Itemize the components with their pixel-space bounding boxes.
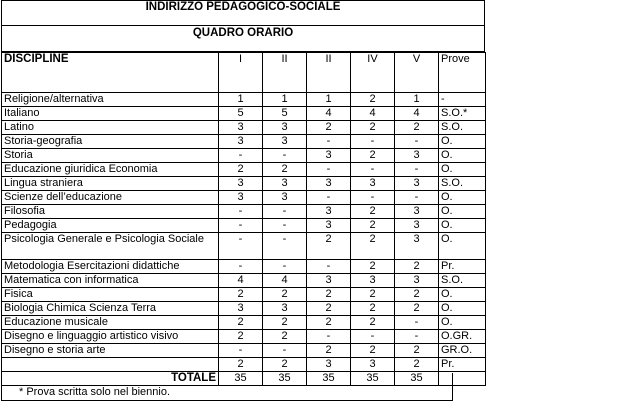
- hours-cell: 2: [351, 121, 395, 135]
- total-hours-cell: 35: [219, 372, 263, 386]
- table-row: [2, 191, 486, 205]
- hours-cell: -: [351, 191, 395, 205]
- hours-cell: -: [219, 205, 263, 219]
- total-hours-cell: 35: [307, 372, 351, 386]
- hours-cell: 2: [263, 316, 307, 330]
- hours-cell: 3: [307, 274, 351, 288]
- total-hours-cell: 35: [263, 372, 307, 386]
- prove-cell: GR.O.: [439, 344, 486, 358]
- hours-cell: -: [219, 219, 263, 233]
- hours-cell: 3: [263, 177, 307, 191]
- hours-cell: 2: [263, 358, 307, 372]
- prove-cell: S.O.: [439, 121, 486, 135]
- hours-cell: 2: [219, 358, 263, 372]
- hours-cell: 2: [395, 344, 439, 358]
- hours-cell: -: [219, 260, 263, 274]
- discipline-name: [2, 358, 219, 372]
- hours-cell: 2: [307, 344, 351, 358]
- hours-cell: -: [351, 330, 395, 344]
- page-title: INDIRIZZO PEDAGOGICO-SOCIALE: [1, 0, 485, 26]
- table-row: [2, 121, 486, 135]
- hours-cell: -: [219, 344, 263, 358]
- discipline-name: Metodologia Esercitazioni didattiche: [2, 260, 219, 274]
- discipline-name: Storia-geografia: [2, 135, 219, 149]
- discipline-name: Latino: [2, 121, 219, 135]
- hours-cell: 3: [219, 135, 263, 149]
- prove-cell: O.: [439, 302, 486, 316]
- hours-cell: -: [395, 330, 439, 344]
- table-row: [2, 93, 486, 107]
- discipline-name: Lingua straniera: [2, 177, 219, 191]
- header-year: V: [395, 53, 439, 82]
- discipline-name: Religione/alternativa: [2, 93, 219, 107]
- hours-cell: 2: [351, 205, 395, 219]
- prove-cell: S.O.: [439, 274, 486, 288]
- hours-cell: 3: [263, 302, 307, 316]
- prove-cell: O.: [439, 233, 486, 260]
- total-hours-cell: 35: [351, 372, 395, 386]
- hours-cell: -: [263, 219, 307, 233]
- hours-cell: 3: [395, 219, 439, 233]
- header-year: II: [263, 53, 307, 82]
- hours-cell: 3: [219, 302, 263, 316]
- hours-cell: -: [307, 260, 351, 274]
- table-row: [2, 358, 486, 372]
- hours-cell: -: [351, 163, 395, 177]
- hours-cell: 3: [263, 191, 307, 205]
- hours-cell: -: [263, 149, 307, 163]
- header-spacer: [2, 81, 486, 93]
- table-row: [2, 149, 486, 163]
- table-row: [2, 107, 486, 121]
- hours-cell: 3: [395, 233, 439, 260]
- table-row: [2, 260, 486, 274]
- hours-cell: 2: [307, 316, 351, 330]
- discipline-name: Educazione giuridica Economia: [2, 163, 219, 177]
- table-row: [2, 233, 486, 260]
- discipline-name: Fisica: [2, 288, 219, 302]
- hours-cell: -: [307, 163, 351, 177]
- hours-cell: 3: [395, 177, 439, 191]
- hours-cell: 2: [219, 163, 263, 177]
- hours-cell: 2: [395, 302, 439, 316]
- hours-cell: 1: [263, 93, 307, 107]
- prove-cell: O.: [439, 163, 486, 177]
- hours-cell: 3: [307, 205, 351, 219]
- hours-cell: 2: [307, 302, 351, 316]
- hours-cell: 2: [263, 163, 307, 177]
- hours-cell: -: [263, 233, 307, 260]
- hours-cell: -: [219, 233, 263, 260]
- page-subtitle: QUADRO ORARIO: [1, 26, 485, 52]
- hours-cell: 3: [395, 205, 439, 219]
- header-year: II: [307, 53, 351, 82]
- hours-cell: 2: [351, 260, 395, 274]
- hours-cell: 5: [219, 107, 263, 121]
- timetable-table: [1, 52, 486, 386]
- hours-cell: -: [395, 191, 439, 205]
- footnote: * Prova scritta solo nel biennio.: [1, 373, 453, 401]
- hours-cell: 3: [351, 177, 395, 191]
- prove-cell: O.: [439, 191, 486, 205]
- prove-cell: O.: [439, 135, 486, 149]
- hours-cell: 2: [263, 288, 307, 302]
- hours-cell: -: [395, 163, 439, 177]
- table-row: [2, 205, 486, 219]
- header-year: I: [219, 53, 263, 82]
- prove-cell: O.: [439, 205, 486, 219]
- table-row: [2, 288, 486, 302]
- hours-cell: 2: [307, 233, 351, 260]
- hours-cell: 3: [395, 149, 439, 163]
- hours-cell: 2: [395, 260, 439, 274]
- header-year: IV: [351, 53, 395, 82]
- discipline-name: Disegno e linguaggio artistico visivo: [2, 330, 219, 344]
- hours-cell: 3: [395, 274, 439, 288]
- total-hours-cell: 35: [395, 372, 439, 386]
- total-label: TOTALE: [2, 372, 219, 386]
- hours-cell: 3: [263, 121, 307, 135]
- hours-cell: -: [263, 260, 307, 274]
- table-row: [2, 163, 486, 177]
- hours-cell: -: [351, 135, 395, 149]
- hours-cell: -: [219, 149, 263, 163]
- hours-cell: 3: [351, 358, 395, 372]
- hours-cell: -: [263, 205, 307, 219]
- hours-cell: 2: [351, 316, 395, 330]
- header-discipline: DISCIPLINE: [2, 53, 219, 82]
- discipline-name: Scienze dell’educazione: [2, 191, 219, 205]
- discipline-name: Educazione musicale: [2, 316, 219, 330]
- header-row: [2, 53, 486, 82]
- prove-cell: Pr.: [439, 358, 486, 372]
- hours-cell: 3: [307, 149, 351, 163]
- hours-cell: 2: [351, 93, 395, 107]
- hours-cell: 3: [219, 191, 263, 205]
- table-row: [2, 274, 486, 288]
- hours-cell: 3: [263, 135, 307, 149]
- hours-cell: -: [307, 191, 351, 205]
- prove-cell: S.O.: [439, 177, 486, 191]
- hours-cell: 4: [395, 107, 439, 121]
- hours-cell: 2: [307, 121, 351, 135]
- hours-cell: 2: [351, 149, 395, 163]
- hours-cell: 2: [351, 344, 395, 358]
- prove-cell: Pr.: [439, 260, 486, 274]
- discipline-name: Disegno e storia arte: [2, 344, 219, 358]
- hours-cell: 2: [395, 121, 439, 135]
- hours-cell: 4: [351, 107, 395, 121]
- prove-cell: O.: [439, 149, 486, 163]
- hours-cell: 4: [263, 274, 307, 288]
- hours-cell: 4: [307, 107, 351, 121]
- hours-cell: 5: [263, 107, 307, 121]
- hours-cell: 3: [219, 121, 263, 135]
- hours-cell: 4: [219, 274, 263, 288]
- hours-cell: -: [307, 330, 351, 344]
- hours-cell: 2: [351, 233, 395, 260]
- timetable-frame: [1, 0, 485, 386]
- hours-cell: 2: [307, 288, 351, 302]
- hours-cell: 3: [307, 358, 351, 372]
- prove-cell: O.: [439, 316, 486, 330]
- prove-cell: O.: [439, 219, 486, 233]
- discipline-name: Biologia Chimica Scienza Terra: [2, 302, 219, 316]
- hours-cell: 2: [219, 330, 263, 344]
- discipline-name: Psicologia Generale e Psicologia Sociale: [2, 233, 219, 260]
- prove-cell: S.O.*: [439, 107, 486, 121]
- hours-cell: 2: [395, 288, 439, 302]
- discipline-name: Filosofia: [2, 205, 219, 219]
- hours-cell: -: [263, 344, 307, 358]
- table-row: [2, 330, 486, 344]
- hours-cell: 1: [307, 93, 351, 107]
- discipline-name: Pedagogia: [2, 219, 219, 233]
- hours-cell: -: [395, 135, 439, 149]
- hours-cell: 1: [219, 93, 263, 107]
- hours-cell: 3: [219, 177, 263, 191]
- hours-cell: 2: [351, 302, 395, 316]
- discipline-name: Matematica con informatica: [2, 274, 219, 288]
- table-row: [2, 177, 486, 191]
- table-row: [2, 316, 486, 330]
- hours-cell: -: [307, 135, 351, 149]
- discipline-name: Storia: [2, 149, 219, 163]
- hours-cell: 2: [219, 316, 263, 330]
- discipline-name: Italiano: [2, 107, 219, 121]
- table-row: [2, 344, 486, 358]
- header-prove: Prove: [439, 53, 486, 82]
- hours-cell: 2: [263, 330, 307, 344]
- hours-cell: 3: [307, 177, 351, 191]
- hours-cell: 2: [395, 358, 439, 372]
- table-row: [2, 135, 486, 149]
- hours-cell: -: [395, 316, 439, 330]
- prove-cell: O.: [439, 288, 486, 302]
- table-row: [2, 219, 486, 233]
- hours-cell: 2: [351, 219, 395, 233]
- hours-cell: 3: [307, 219, 351, 233]
- prove-cell: -: [439, 93, 486, 107]
- hours-cell: 3: [351, 274, 395, 288]
- prove-cell: O.GR.: [439, 330, 486, 344]
- hours-cell: 2: [219, 288, 263, 302]
- table-row: [2, 302, 486, 316]
- hours-cell: 1: [395, 93, 439, 107]
- hours-cell: 2: [351, 288, 395, 302]
